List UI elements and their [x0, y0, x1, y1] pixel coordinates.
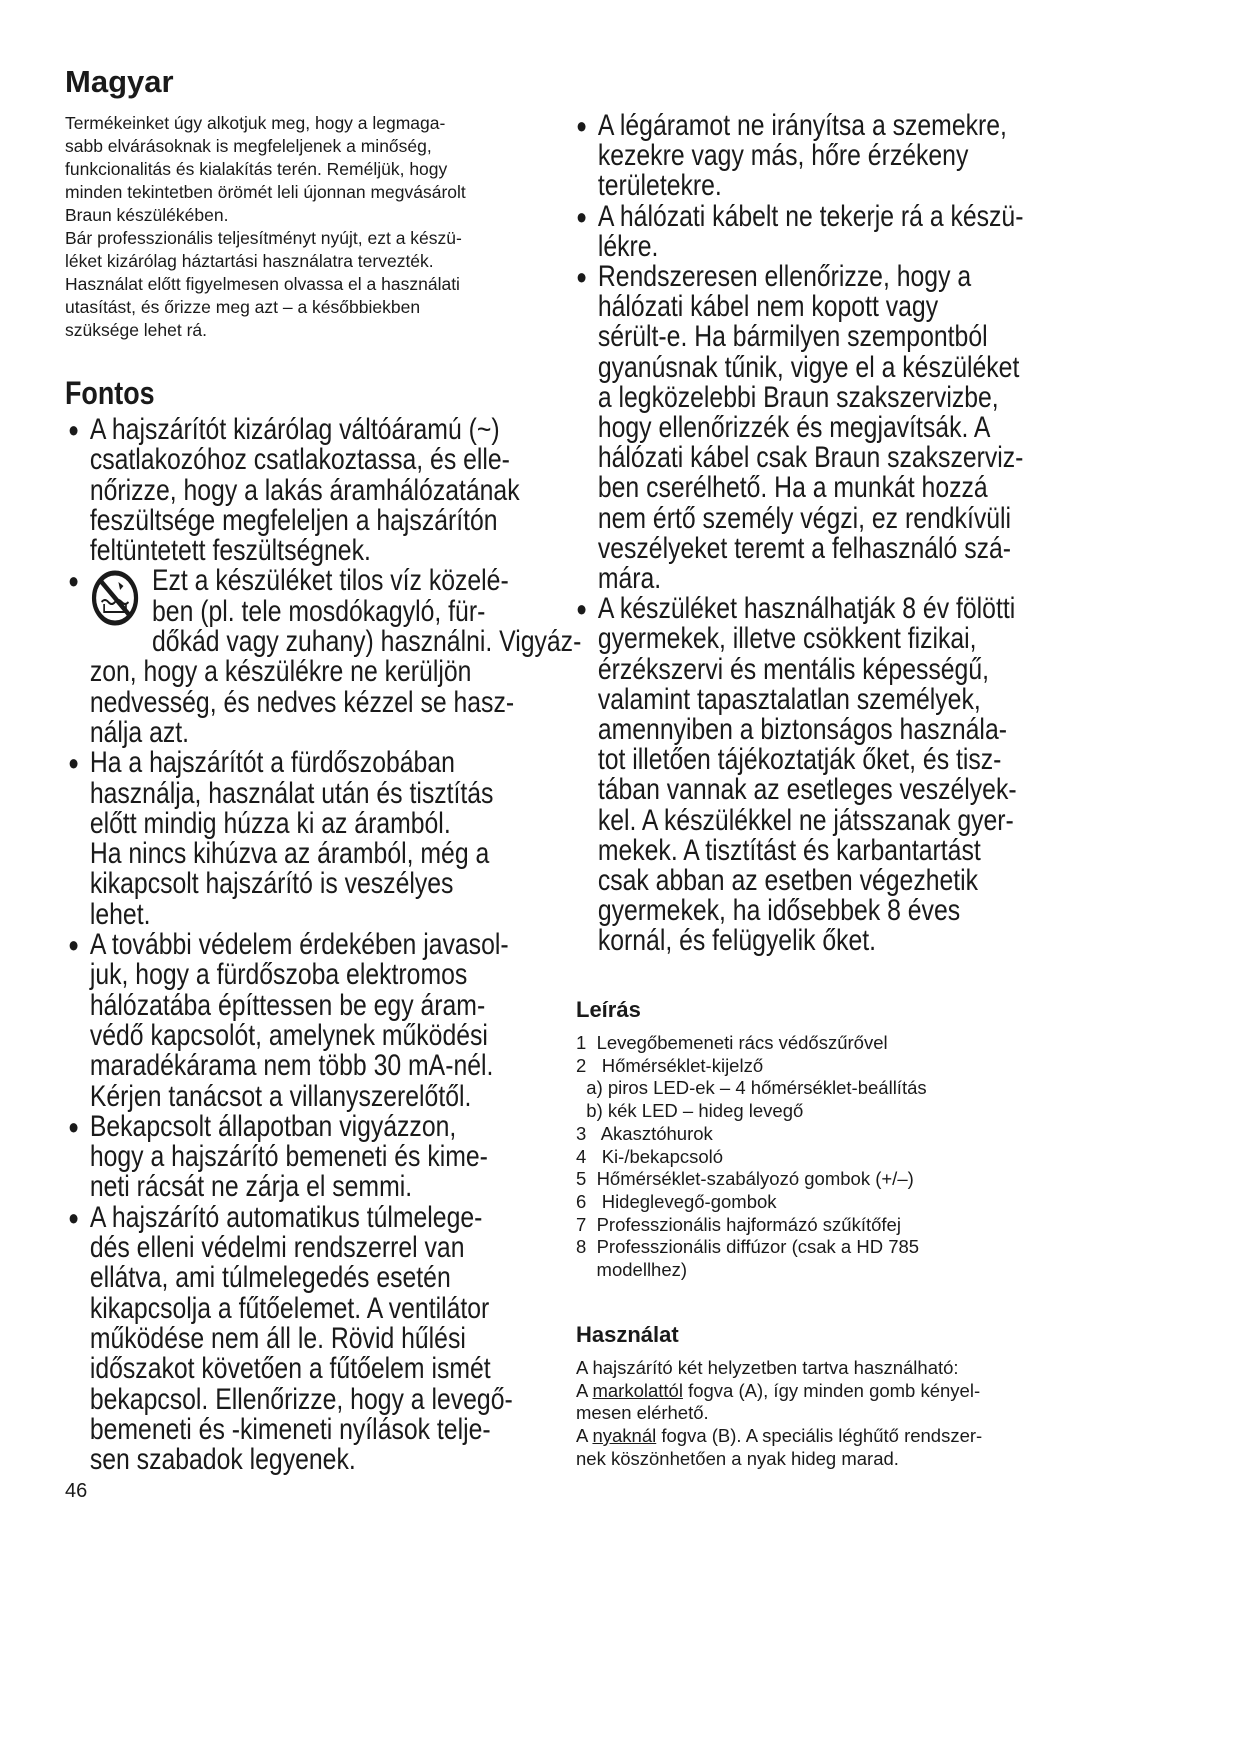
parts-list-item: modellhez)	[576, 1259, 688, 1281]
hasznalat-intro: A hajszárító két helyzetben tartva használható:	[576, 1357, 959, 1378]
parts-list-item: 6 Hideglevegő-gombok	[576, 1190, 777, 1212]
parts-list-item: 2 Hőmérséklet-kijelző	[576, 1054, 764, 1076]
parts-list-item: 8 Professzionális diffúzor (csak a HD 785	[576, 1236, 920, 1258]
list-item-text: Bekapcsolt állapotban vigyázzon, hogy a hajszárító bemeneti és kime- neti rácsát ne zárja el semmi.	[89, 1109, 488, 1204]
parts-list-item: b) kék LED – hideg levegő	[576, 1100, 804, 1122]
text: A	[576, 1379, 593, 1401]
fontos-list-right	[576, 111, 1164, 957]
parts-list-item: a) piros LED-ek – 4 hőmérséklet-beállítás	[576, 1077, 927, 1099]
parts-list-item: 7 Professzionális hajformázó szűkítőfej	[576, 1213, 901, 1235]
list-item-text: A hálózati kábelt ne tekerje rá a készü- lékre.	[597, 199, 1024, 263]
hasznalat-heading: Használat	[576, 1322, 679, 1347]
text: fogva (A), így minden gomb kényel- mesen elérhető.	[576, 1379, 981, 1424]
fontos-list-left	[68, 415, 606, 1475]
list-item	[68, 1200, 606, 1477]
list-item	[68, 1109, 606, 1204]
parts-list-item: 5 Hőmérséklet-szabályozó gombok (+/–)	[576, 1168, 914, 1190]
list-item-text: Ha a hajszárítót a fürdőszobában használja, használat után és tisztítás előtt mindig húzza ki az áramból. Ha nincs kihúzva az áramból, még a kikapcsolt hajszárító is veszélyes lehet.	[89, 746, 494, 931]
list-item	[68, 566, 606, 748]
nyak-term: nyaknál	[592, 1425, 657, 1447]
bullet-icon: ●	[68, 932, 80, 958]
list-item	[576, 111, 1164, 202]
text: A	[576, 1425, 593, 1447]
page-title: Magyar	[65, 64, 174, 99]
parts-list-item: 3 Akasztóhurok	[576, 1122, 713, 1144]
list-item-text: A készüléket használhatják 8 év fölötti gyermekek, illetve csökkent fizikai, érzékszervi és mentális képességű, valamint tapasztalatlan személyek, amennyiben a biztonságos használa- tot illetően tájékoztatják őket, és tisz- tában vannak az esetleges veszélyek- kel. A készülékkel ne játsszanak gyer- mekek. A tisztítást és karbantartást csak abban az esetben végezhetik gyermekek, ha idősebbek 8 éves kornál, és felügyelik őket.	[597, 592, 1017, 958]
page-number: 46	[65, 1480, 88, 1502]
list-item-text: A hajszárító automatikus túlmelege- dés elleni védelmi rendszerrel van ellátva, ami túlmelegedés esetén kikapcsolja a fűtőelemet. A ventilátor működése nem áll le. Rövid hűlési időszakot követően a fűtőelem ismét bekapcsol. Ellenőrizze, hogy a levegő- bemeneti és -kimeneti nyílások telje- sen szabadok legyenek.	[89, 1200, 513, 1477]
list-item-text: A további védelem érdekében javasol- juk, hogy a fürdőszoba elektromos hálózatába építtessen be egy áram- védő kapcsolót, amelynek működési maradékárama nem több 30 mA-nél. Kérjen tanácsot a villanyszerelőtől.	[89, 928, 509, 1113]
list-item-text: Ezt a készüléket tilos víz közelé- ben (pl. tele mosdókagyló, für- dőkád vagy zuhany) használni. Vigyáz- zon, hogy a készülékre ne kerüljön nedvesség, és nedves kézzel se hasz- nálja azt.	[89, 564, 582, 749]
list-item-text: Rendszeresen ellenőrizze, hogy a hálózati kábel nem kopott vagy sérült-e. Ha bármilyen szempontból gyanúsnak tűnik, vigye el a készüléket a legközelebbi Braun szakszervizbe, hogy ellenőrizzék és megjavítsák. A hálózati kábel csak Braun szakszerviz- ben cserélhető. Ha a munkát hozzá nem értő személy végzi, ez rendkívüli veszélyeket teremt a felhasználó szá- mára.	[597, 260, 1024, 596]
parts-list-item: 4 Ki-/bekapcsoló	[576, 1145, 724, 1167]
bullet-icon: ●	[576, 596, 588, 622]
list-item	[576, 262, 1164, 594]
parts-list	[576, 1032, 927, 1282]
bullet-icon: ●	[576, 203, 588, 229]
bullet-icon: ●	[68, 750, 80, 776]
list-item	[576, 199, 1164, 263]
no-water-icon	[90, 568, 140, 628]
bullet-icon: ●	[68, 417, 80, 442]
bullet-icon: ●	[68, 1113, 80, 1139]
text: fogva (B). A speciális léghűtő rendszer- nek köszönhetően a nyak hideg marad.	[576, 1425, 983, 1469]
markolat-term: markolattól	[592, 1379, 683, 1401]
bullet-icon: ●	[68, 1204, 80, 1230]
hasznalat-text	[576, 1357, 1176, 1471]
bullet-icon: ●	[576, 264, 588, 290]
leiras-heading: Leírás	[576, 997, 641, 1022]
bullet-icon: ●	[576, 113, 588, 138]
list-item	[68, 930, 606, 1112]
list-item	[68, 415, 606, 566]
intro-paragraph: Termékeinket úgy alkotjuk meg, hogy a legmaga- sabb elvárásoknak is megfeleljenek a minőség, funkcionalitás és kialakítás terén. Reméljük, hogy minden tekintetben örömét leli újonnan megvásárolt Braun készülékében. Bár professzionális teljesítményt nyújt, ezt a készü- léket kizárólag háztartási használatra tervezték. Használat előtt figyelmesen olvassa el a használati utasítást, és őrizze meg azt – a későbbiekben szüksége lehet rá.	[65, 113, 466, 340]
fontos-heading: Fontos	[65, 375, 155, 411]
list-item-text: A hajszárítót kizárólag váltóáramú (~) csatlakozóhoz csatlakoztassa, és elle- nőrizze, hogy a lakás áramhálózatának feszültsége megfeleljen a hajszárítón feltüntetett feszültségnek.	[89, 413, 520, 568]
bullet-icon: ●	[68, 568, 80, 594]
list-item-text: A légáramot ne irányítsa a szemekre, kezekre vagy más, hőre érzékeny területekre.	[597, 109, 1007, 203]
parts-list-item: 1 Levegőbemeneti rács védőszűrővel	[576, 1032, 888, 1053]
list-item	[576, 594, 1164, 956]
list-item	[68, 748, 606, 930]
